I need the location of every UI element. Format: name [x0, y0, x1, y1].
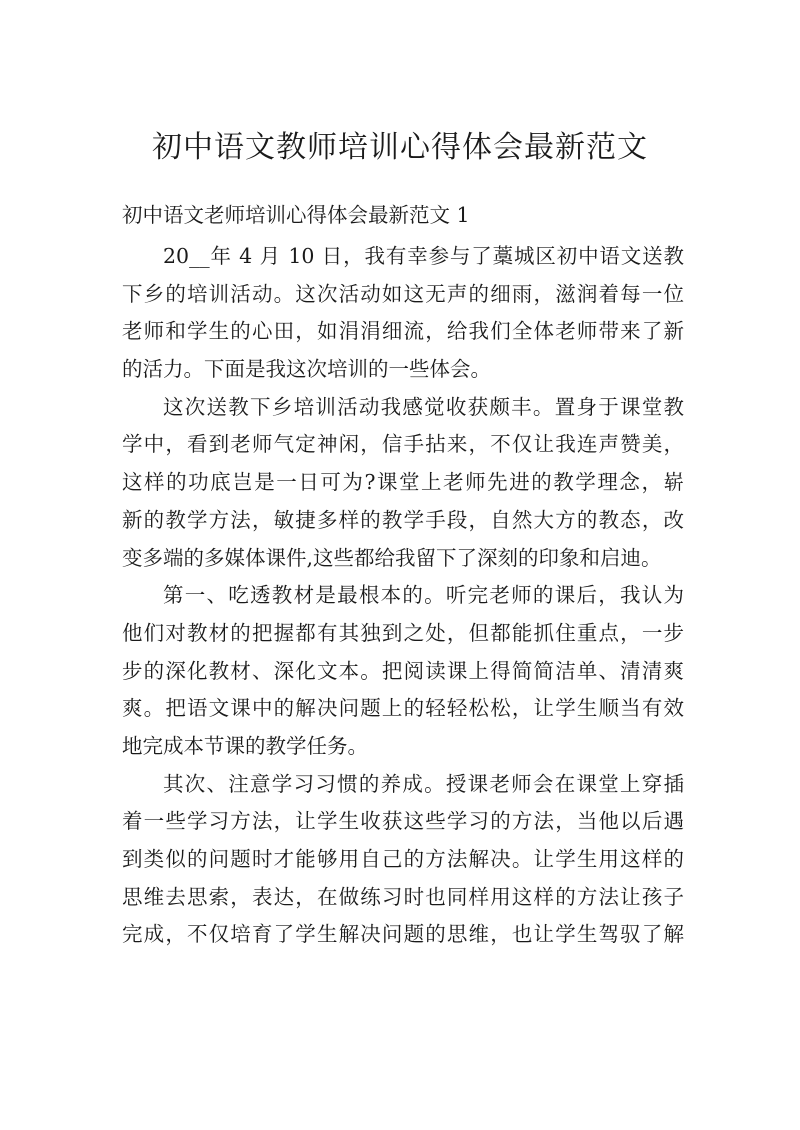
paragraph-line: 完成，不仅培育了学生解决问题的思维，也让学生驾驭了解	[122, 922, 684, 947]
paragraph-line: 的活力。下面是我这次培训的一些体会。	[122, 357, 491, 382]
paragraph	[122, 389, 684, 577]
section-subtitle: 初中语文老师培训心得体会最新范文 1	[122, 203, 470, 227]
paragraph-line: 第一、吃透教材是最根本的。听完老师的课后，我认为	[163, 583, 684, 608]
document-body	[122, 238, 684, 954]
paragraph-line: 他们对教材的把握都有其独到之处，但都能抓住重点，一步	[122, 620, 684, 645]
paragraph-line: 这样的功底岂是一日可为?课堂上老师先进的教学理念，崭	[122, 470, 684, 495]
paragraph-line: 这次送教下乡培训活动我感觉收获颇丰。置身于课堂教	[163, 394, 684, 419]
paragraph-line: 其次、注意学习习惯的养成。授课老师会在课堂上穿插	[163, 771, 684, 796]
paragraph	[122, 766, 684, 954]
paragraph-line: 学中，看到老师气定神闲，信手拈来，不仅让我连声赞美，	[122, 432, 684, 457]
document-title: 初中语文教师培训心得体会最新范文	[152, 130, 648, 165]
paragraph-line: 下乡的培训活动。这次活动如这无声的细雨，滋润着每一位	[122, 281, 684, 306]
paragraph-line: 爽。把语文课中的解决问题上的轻轻松松，让学生顺当有效	[122, 696, 684, 721]
paragraph-line: 思维去思索，表达，在做练习时也同样用这样的方法让孩子	[122, 884, 684, 909]
paragraph	[122, 577, 684, 765]
paragraph-line: 新的教学方法，敏捷多样的教学手段，自然大方的教态，改	[122, 507, 684, 532]
paragraph-line: 老师和学生的心田，如涓涓细流，给我们全体老师带来了新	[122, 319, 684, 344]
paragraph-line: 到类似的问题时才能够用自己的方法解决。让学生用这样的	[122, 847, 684, 871]
paragraph-line: 步的深化教材、深化文本。把阅读课上得简简洁单、清清爽	[122, 658, 684, 683]
paragraph-line: 变多端的多媒体课件,这些都给我留下了深刻的印象和启迪。	[122, 545, 662, 570]
paragraph-line: 20__年 4 月 10 日，我有幸参与了藁城区初中语文送教	[163, 244, 684, 268]
paragraph	[122, 238, 684, 389]
paragraph-line: 地完成本节课的教学任务。	[122, 733, 368, 758]
paragraph-line: 着一些学习方法，让学生收获这些学习的方法，当他以后遇	[122, 809, 684, 834]
